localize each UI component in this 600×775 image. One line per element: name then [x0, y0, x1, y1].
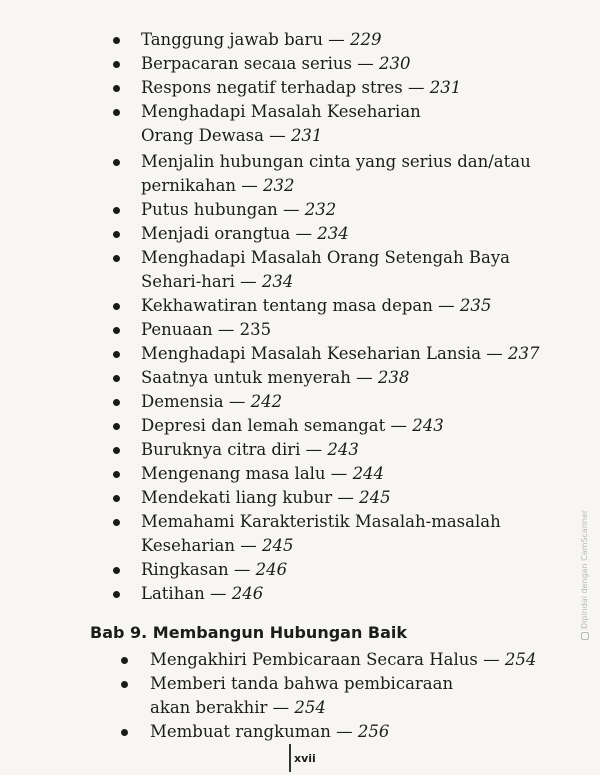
toc-entry-title: Menghadapi Masalah Keseharian [141, 102, 421, 121]
toc-entry-title: Saatnya untuk menyerah — [141, 368, 378, 387]
toc-page-ref: 245 [359, 488, 391, 507]
bullet-icon [113, 85, 120, 92]
toc-entry-title: Respons negatif terhadap stres — [141, 78, 430, 97]
bullet-icon [113, 255, 120, 262]
bullet-icon [113, 207, 120, 214]
toc-entry-text [141, 462, 384, 485]
toc-page-ref: 230 [379, 54, 411, 73]
toc-entry-text [150, 672, 453, 695]
bullet-icon [113, 61, 120, 68]
toc-entry-text [150, 648, 536, 671]
camscanner-icon [581, 632, 589, 640]
toc-page-ref: 256 [357, 722, 390, 741]
toc-entry-title: Putus hubungan — [141, 200, 305, 219]
toc-entry-title: Sehari-hari — [141, 272, 262, 291]
toc-page-ref: 234 [261, 272, 294, 291]
toc-entry-title: pernikahan — [141, 176, 264, 195]
bullet-icon [113, 591, 120, 598]
toc-entry-text [141, 318, 271, 341]
toc-page-ref: 237 [508, 344, 540, 363]
watermark-text: Dipindai dengan CamScanner [580, 509, 589, 629]
toc-page-ref: 246 [255, 560, 288, 579]
scanner-watermark [580, 510, 589, 640]
toc-entry-text [141, 582, 263, 605]
bullet-icon [113, 567, 120, 574]
bullet-icon [113, 423, 120, 430]
toc-entry-text [141, 222, 349, 245]
bullet-icon [113, 327, 120, 334]
toc-page-ref: 254 [294, 698, 326, 717]
toc-page-ref: 232 [304, 200, 337, 219]
toc-page-ref: 235 [459, 296, 492, 315]
toc-entry-title: Keseharian — [141, 536, 262, 555]
bullet-icon [121, 657, 128, 664]
toc-entry-title: Membuat rangkuman — [150, 722, 358, 741]
toc-entry-text [141, 52, 411, 75]
toc-entry-text [141, 342, 540, 365]
toc-entry-text [141, 28, 382, 51]
toc-page-ref: 234 [317, 224, 349, 243]
toc-page-ref: 229 [350, 30, 382, 49]
toc-entry-title: Depresi dan lemah semangat — [141, 416, 413, 435]
toc-entry-text [141, 150, 531, 173]
bullet-icon [113, 37, 120, 44]
toc-page-ref: 238 [377, 368, 410, 387]
bullet-icon [113, 375, 120, 382]
bullet-icon [113, 159, 120, 166]
toc-entry-text [141, 246, 510, 269]
toc-entry-title: Buruknya citra diri — [141, 440, 328, 459]
toc-entry-title: Orang Dewasa — [141, 126, 291, 145]
bullet-icon [113, 399, 120, 406]
footer-rule [289, 744, 291, 772]
toc-page-ref: 245 [261, 536, 294, 555]
toc-entry-title: Kekhawatiran tentang masa depan — [141, 296, 460, 315]
bullet-icon [113, 519, 120, 526]
bullet-icon [113, 495, 120, 502]
bullet-icon [113, 471, 120, 478]
page-number: xvii [294, 752, 316, 765]
toc-entry-text [141, 294, 491, 317]
toc-entry-title: Menjalin hubungan cinta yang serius dan/atau [141, 152, 531, 171]
toc-entry-title: Mengenang masa lalu — [141, 464, 353, 483]
chapter-heading: Bab 9. Membangun Hubungan Baik [90, 623, 408, 642]
toc-page-ref: 232 [263, 176, 295, 195]
toc-page-ref: 242 [250, 392, 283, 411]
toc-entry-text [150, 696, 326, 719]
toc-entry-title: Memahami Karakteristik Masalah-masalah [141, 512, 501, 531]
bullet-icon [113, 303, 120, 310]
bullet-icon [113, 109, 120, 116]
toc-entry-title: Mengakhiri Pembicaraan Secara Halus — [150, 650, 505, 669]
bullet-icon [121, 729, 128, 736]
toc-entry-title: Memberi tanda bahwa pembicaraan [150, 674, 454, 693]
toc-entry-title: Berpacaran secaıa serius — [141, 54, 380, 73]
toc-page-ref: 246 [231, 584, 264, 603]
bullet-icon [113, 231, 120, 238]
toc-entry-text [141, 174, 295, 197]
toc-entry-title: Penuaan — [141, 320, 240, 339]
toc-entry-text [141, 414, 444, 437]
toc-entry-text [141, 486, 391, 509]
toc-page-ref: 243 [412, 416, 444, 435]
toc-entry-text [141, 270, 293, 293]
toc-page-ref: 231 [429, 78, 462, 97]
toc-page-ref: 235 [239, 320, 272, 339]
toc-entry-title: akan berakhir — [150, 698, 295, 717]
bullet-icon [121, 681, 128, 688]
toc-entry-text [141, 438, 359, 461]
toc-entry-text [141, 76, 461, 99]
toc-entry-text [141, 366, 409, 389]
toc-page-ref: 243 [327, 440, 359, 459]
toc-entry-title: Demensia — [141, 392, 251, 411]
toc-entry-title: Menjadi orangtua — [141, 224, 318, 243]
toc-entry-text [150, 720, 389, 743]
toc-entry-title: Latihan — [141, 584, 232, 603]
toc-entry-text [141, 510, 501, 533]
toc-page-ref: 231 [290, 126, 323, 145]
toc-entry-title: Menghadapi Masalah Keseharian Lansia — [141, 344, 509, 363]
toc-page-ref: 244 [352, 464, 385, 483]
toc-entry-text [141, 198, 336, 221]
toc-entry-title: Ringkasan — [141, 560, 256, 579]
bullet-icon [113, 351, 120, 358]
toc-entry-title: Mendekati liang kubur — [141, 488, 360, 507]
toc-entry-title: Tanggung jawab baru — [141, 30, 350, 49]
toc-entry-text [141, 534, 293, 557]
toc-entry-title: Menghadapi Masalah Orang Setengah Baya [141, 248, 510, 267]
toc-page-ref: 254 [504, 650, 537, 669]
toc-entry-text [141, 558, 287, 581]
toc-entry-text [141, 100, 421, 123]
toc-entry-text [141, 390, 282, 413]
toc-entry-text [141, 124, 322, 147]
bullet-icon [113, 447, 120, 454]
